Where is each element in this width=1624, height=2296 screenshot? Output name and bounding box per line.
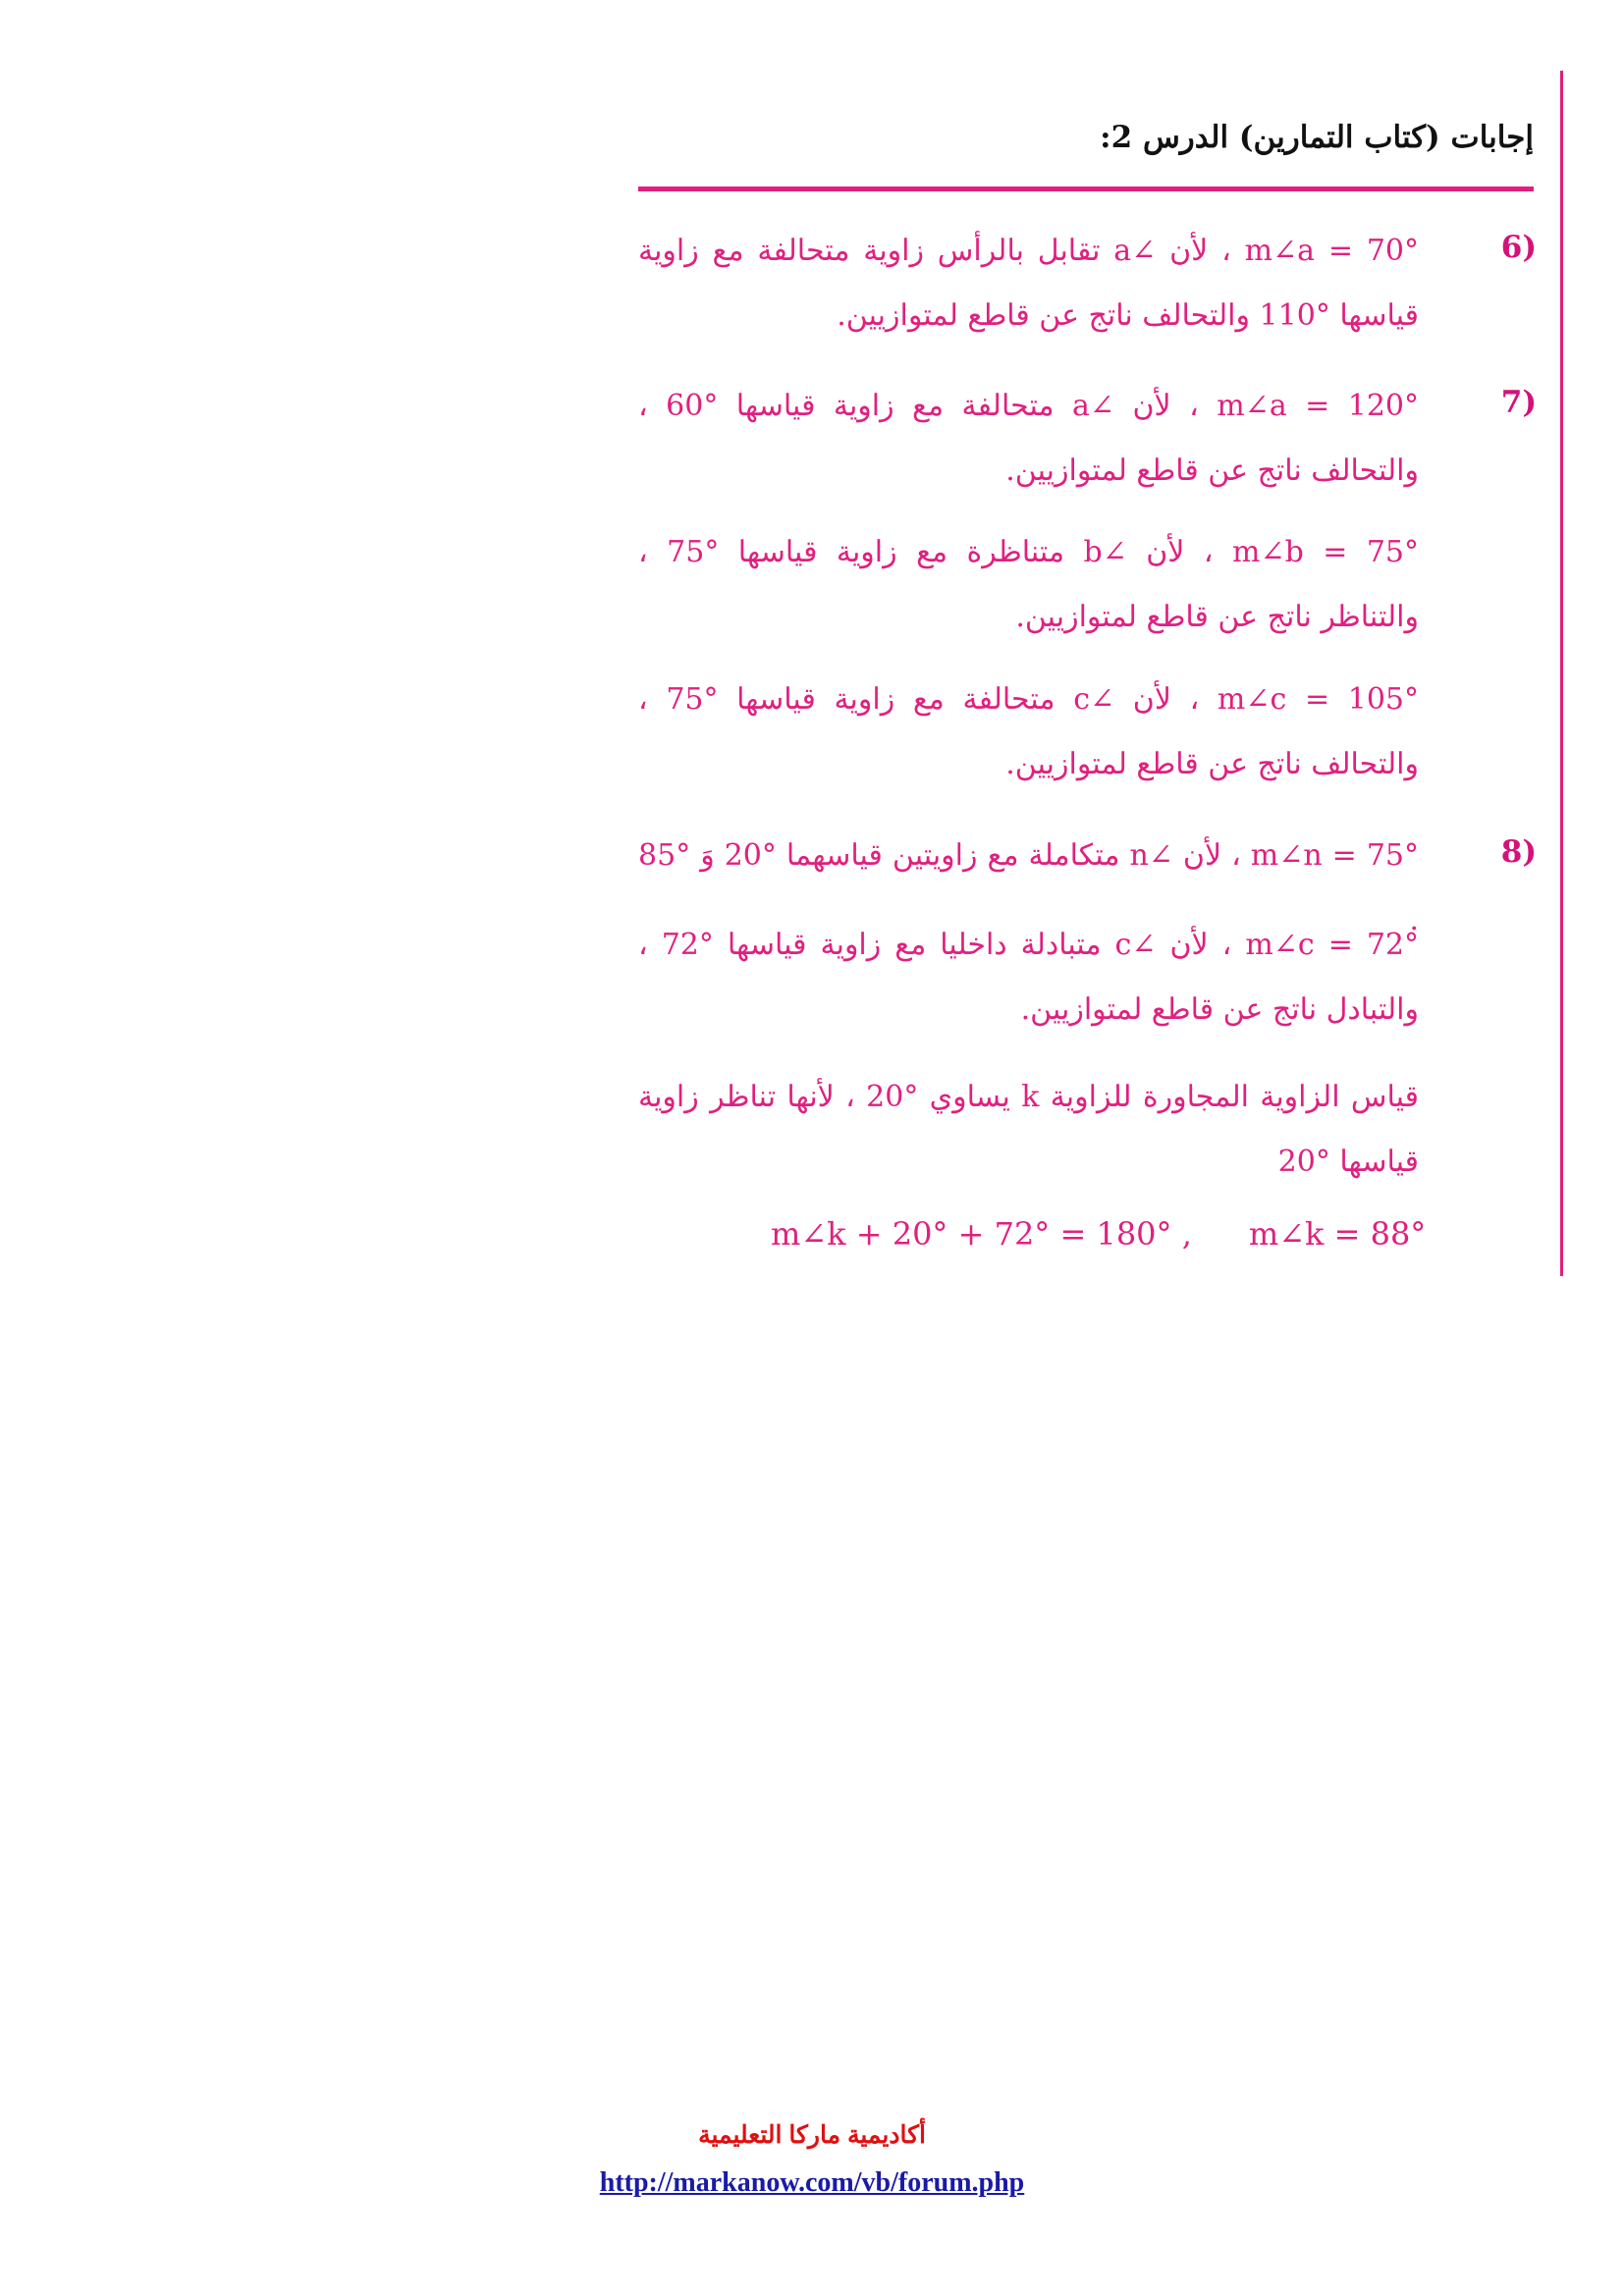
answer-7-paragraph-1: m∠a = 120° ، لأن ∠a متحالفة مع زاوية قياسها °60 ، والتحالف ناتج عن قاطع لمتوازيين.: [638, 389, 1419, 488]
answer-number-7: (7: [1500, 385, 1537, 420]
right-margin-rule: [1560, 71, 1563, 1276]
answer-8-paragraph-1: m∠n = 75° ، لأن ∠n متكاملة مع زاويتين قياسهما °20 وَ °85 .: [638, 838, 1419, 937]
answer-8-paragraph-3: قياس الزاوية المجاورة للزاوية k يساوي °20 ، لأنها تناظر زاوية قياسها °20: [638, 1080, 1420, 1179]
formula-result: m∠k = 88°: [1248, 1215, 1427, 1253]
section-heading: إجابات (كتاب التمارين) الدرس 2:: [1100, 120, 1534, 155]
answer-number-8: (8: [1500, 834, 1537, 870]
footer-forum-link[interactable]: http://markanow.com/vb/forum.php: [599, 2167, 1025, 2198]
answer-6-paragraph-1: m∠a = 70° ، لأن ∠a تقابل بالرأس زاوية متحالفة مع زاوية قياسها °110 والتحالف ناتج عن قاطع لمتوازيين.: [638, 234, 1419, 333]
heading-underline: [638, 187, 1534, 191]
answer-8-paragraph-2: m∠c = 72° ، لأن ∠c متبادلة داخليا مع زاوية قياسها °72 ، والتبادل ناتج عن قاطع لمتوازيين.: [638, 928, 1420, 1027]
formula-sum-equation: m∠k + 20° + 72° = 180° ,: [771, 1215, 1192, 1253]
angle-k-formula: [771, 1215, 1427, 1253]
answer-number-6: (6: [1500, 230, 1537, 265]
answer-7-paragraph-2: m∠b = 75° ، لأن ∠b متناظرة مع زاوية قياسها °75 ، والتناظر ناتج عن قاطع لمتوازيين.: [638, 535, 1420, 634]
answer-7-paragraph-3: m∠c = 105° ، لأن ∠c متحالفة مع زاوية قياسها °75 ، والتحالف ناتج عن قاطع لمتوازيين.: [638, 682, 1419, 781]
footer-academy-name: أكاديمية ماركا التعليمية: [698, 2121, 926, 2149]
